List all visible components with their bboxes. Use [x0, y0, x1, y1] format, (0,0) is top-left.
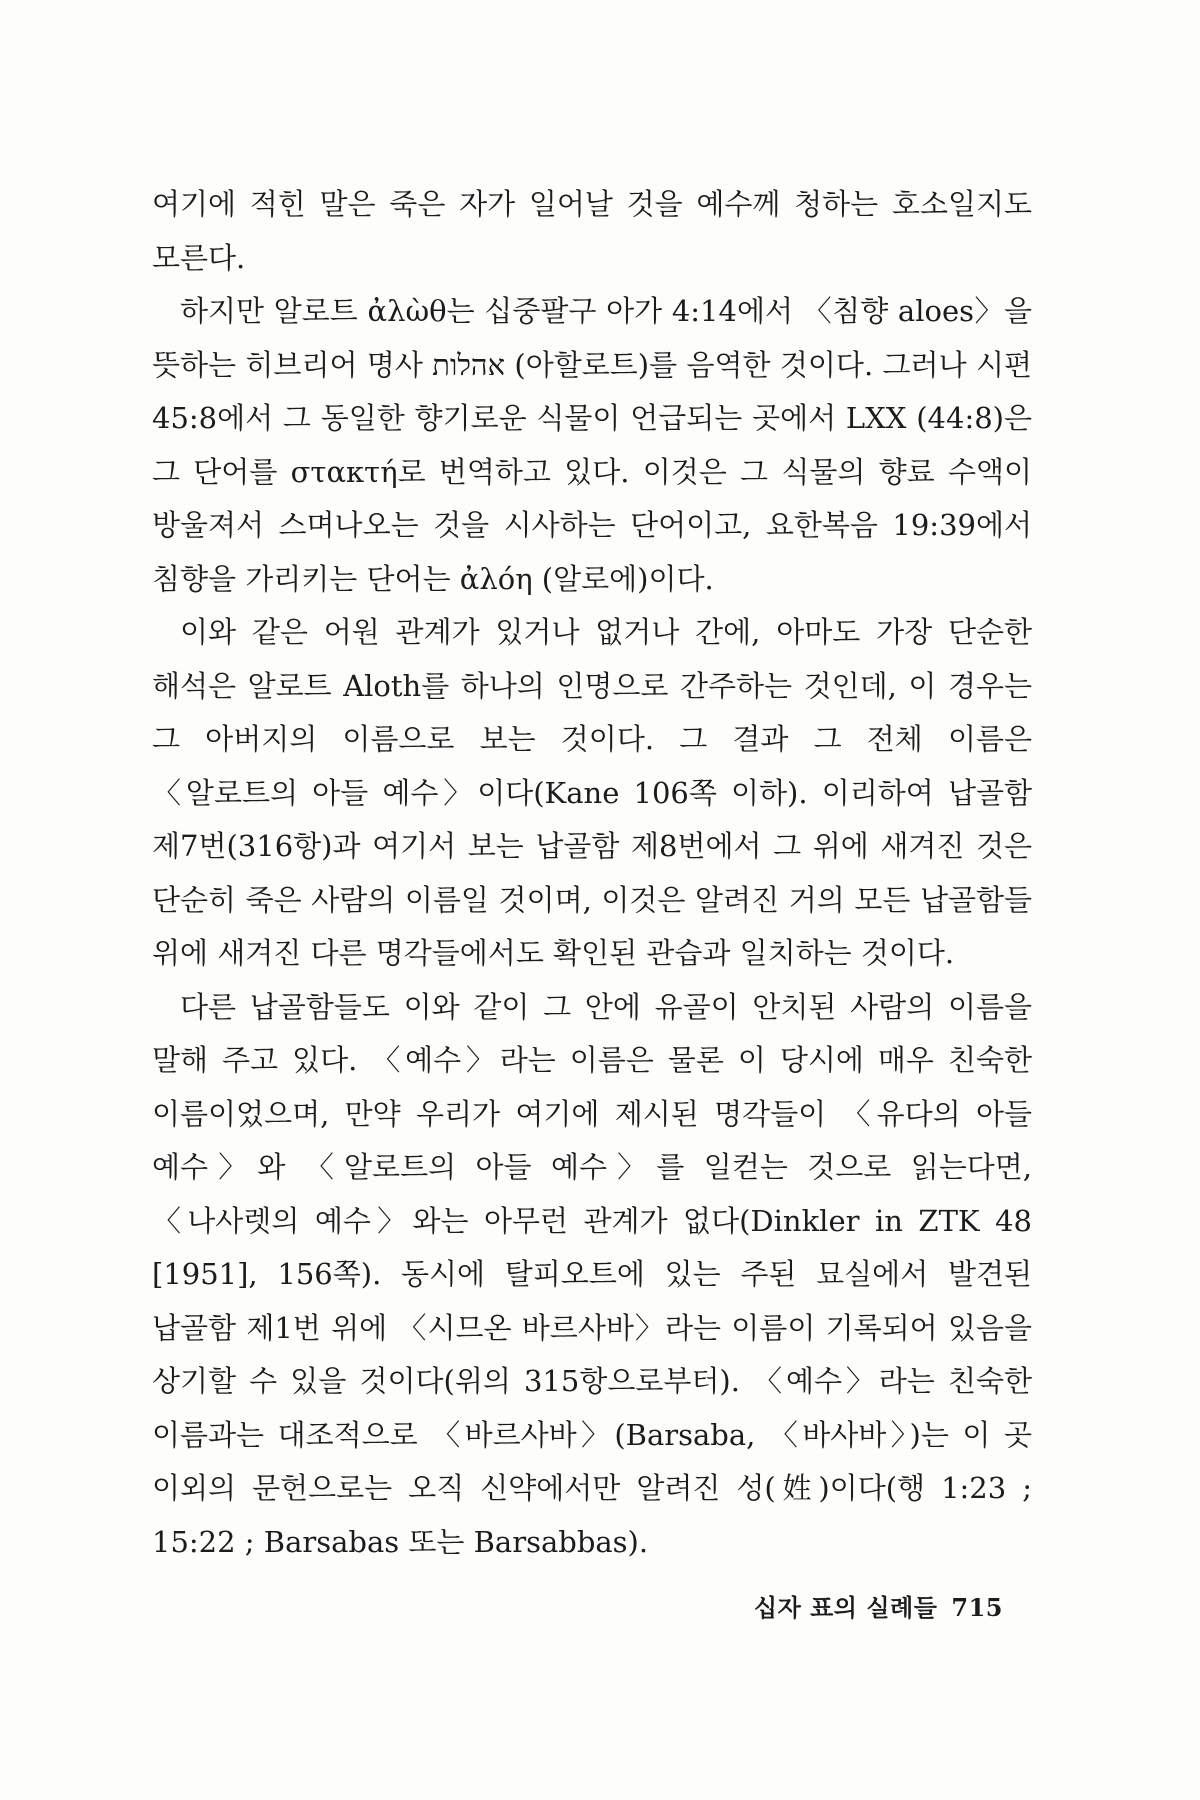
body-text — [152, 178, 1032, 1569]
paragraph: 여기에 적힌 말은 죽은 자가 일어날 것을 예수께 청하는 호소일지도 모른다. — [152, 187, 1032, 275]
paragraph: 다른 납골함들도 이와 같이 그 안에 유골이 안치된 사람의 이름을 말해 주고 있다. 〈예수〉라는 이름은 물론 이 당시에 매우 친숙한 이름이었으며, 만약 우리가 여기에 제시된 명각들이 〈유다의 아들 예수〉와 〈알로트의 아들 예수〉를 일컫는 것으로 읽는다면, 〈나사렛의 예수〉와는 아무런 관계가 없다(Dinkler in ZTK 48 [1951], 156쪽). 동시에 탈피오트에 있는 주된 묘실에서 발견된 납골함 제1번 위에 〈시므온 바르사바〉라는 이름이 기록되어 있음을 상기할 수 있을 것이다(위의 315항으로부터). 〈예수〉라는 친숙한 이름과는 대조적으로 〈바르사바〉(Barsaba, 〈바사바〉)는 이 곳 이외의 문헌으로는 오직 신약에서만 알려진 성(姓)이다(행 1:23 ; 15:22 ; Barsabas 또는 Barsabbas). — [152, 989, 1032, 1559]
running-title: 십자 표의 실례들 — [753, 1594, 938, 1622]
page-footer — [754, 1588, 1003, 1623]
paragraph: 이와 같은 어원 관계가 있거나 없거나 간에, 아마도 가장 단순한 해석은 알로트 Aloth를 하나의 인명으로 간주하는 것인데, 이 경우는 그 아버지의 이름으로 보는 것이다. 그 결과 그 전체 이름은 〈알로트의 아들 예수〉이다(Kane 106쪽 이하). 이리하여 납골함 제7번(316항)과 여기서 보는 납골함 제8번에서 그 위에 새겨진 것은 단순히 죽은 사람의 이름일 것이며, 이것은 알려진 거의 모든 납골함들 위에 새겨진 다른 명각들에서도 확인된 관습과 일치하는 것이다. — [152, 615, 1032, 970]
page-number: 715 — [951, 1593, 1003, 1622]
paragraph: 하지만 알로트 ἀλὼθ는 십중팔구 아가 4:14에서 〈침향 aloes〉을 뜻하는 히브리어 명사 אהלות (아할로트)를 음역한 것이다. 그러나 시편 45:8에서 그 동일한 향기로운 식물이 언급되는 곳에서 LXX (44:8)은 그 단어를 στακτή로 번역하고 있다. 이것은 그 식물의 향료 수액이 방울져서 스며나오는 것을 시사하는 단어이고, 요한복음 19:39에서 침향을 가리키는 단어는 ἀλόη (알로에)이다. — [152, 294, 1032, 596]
